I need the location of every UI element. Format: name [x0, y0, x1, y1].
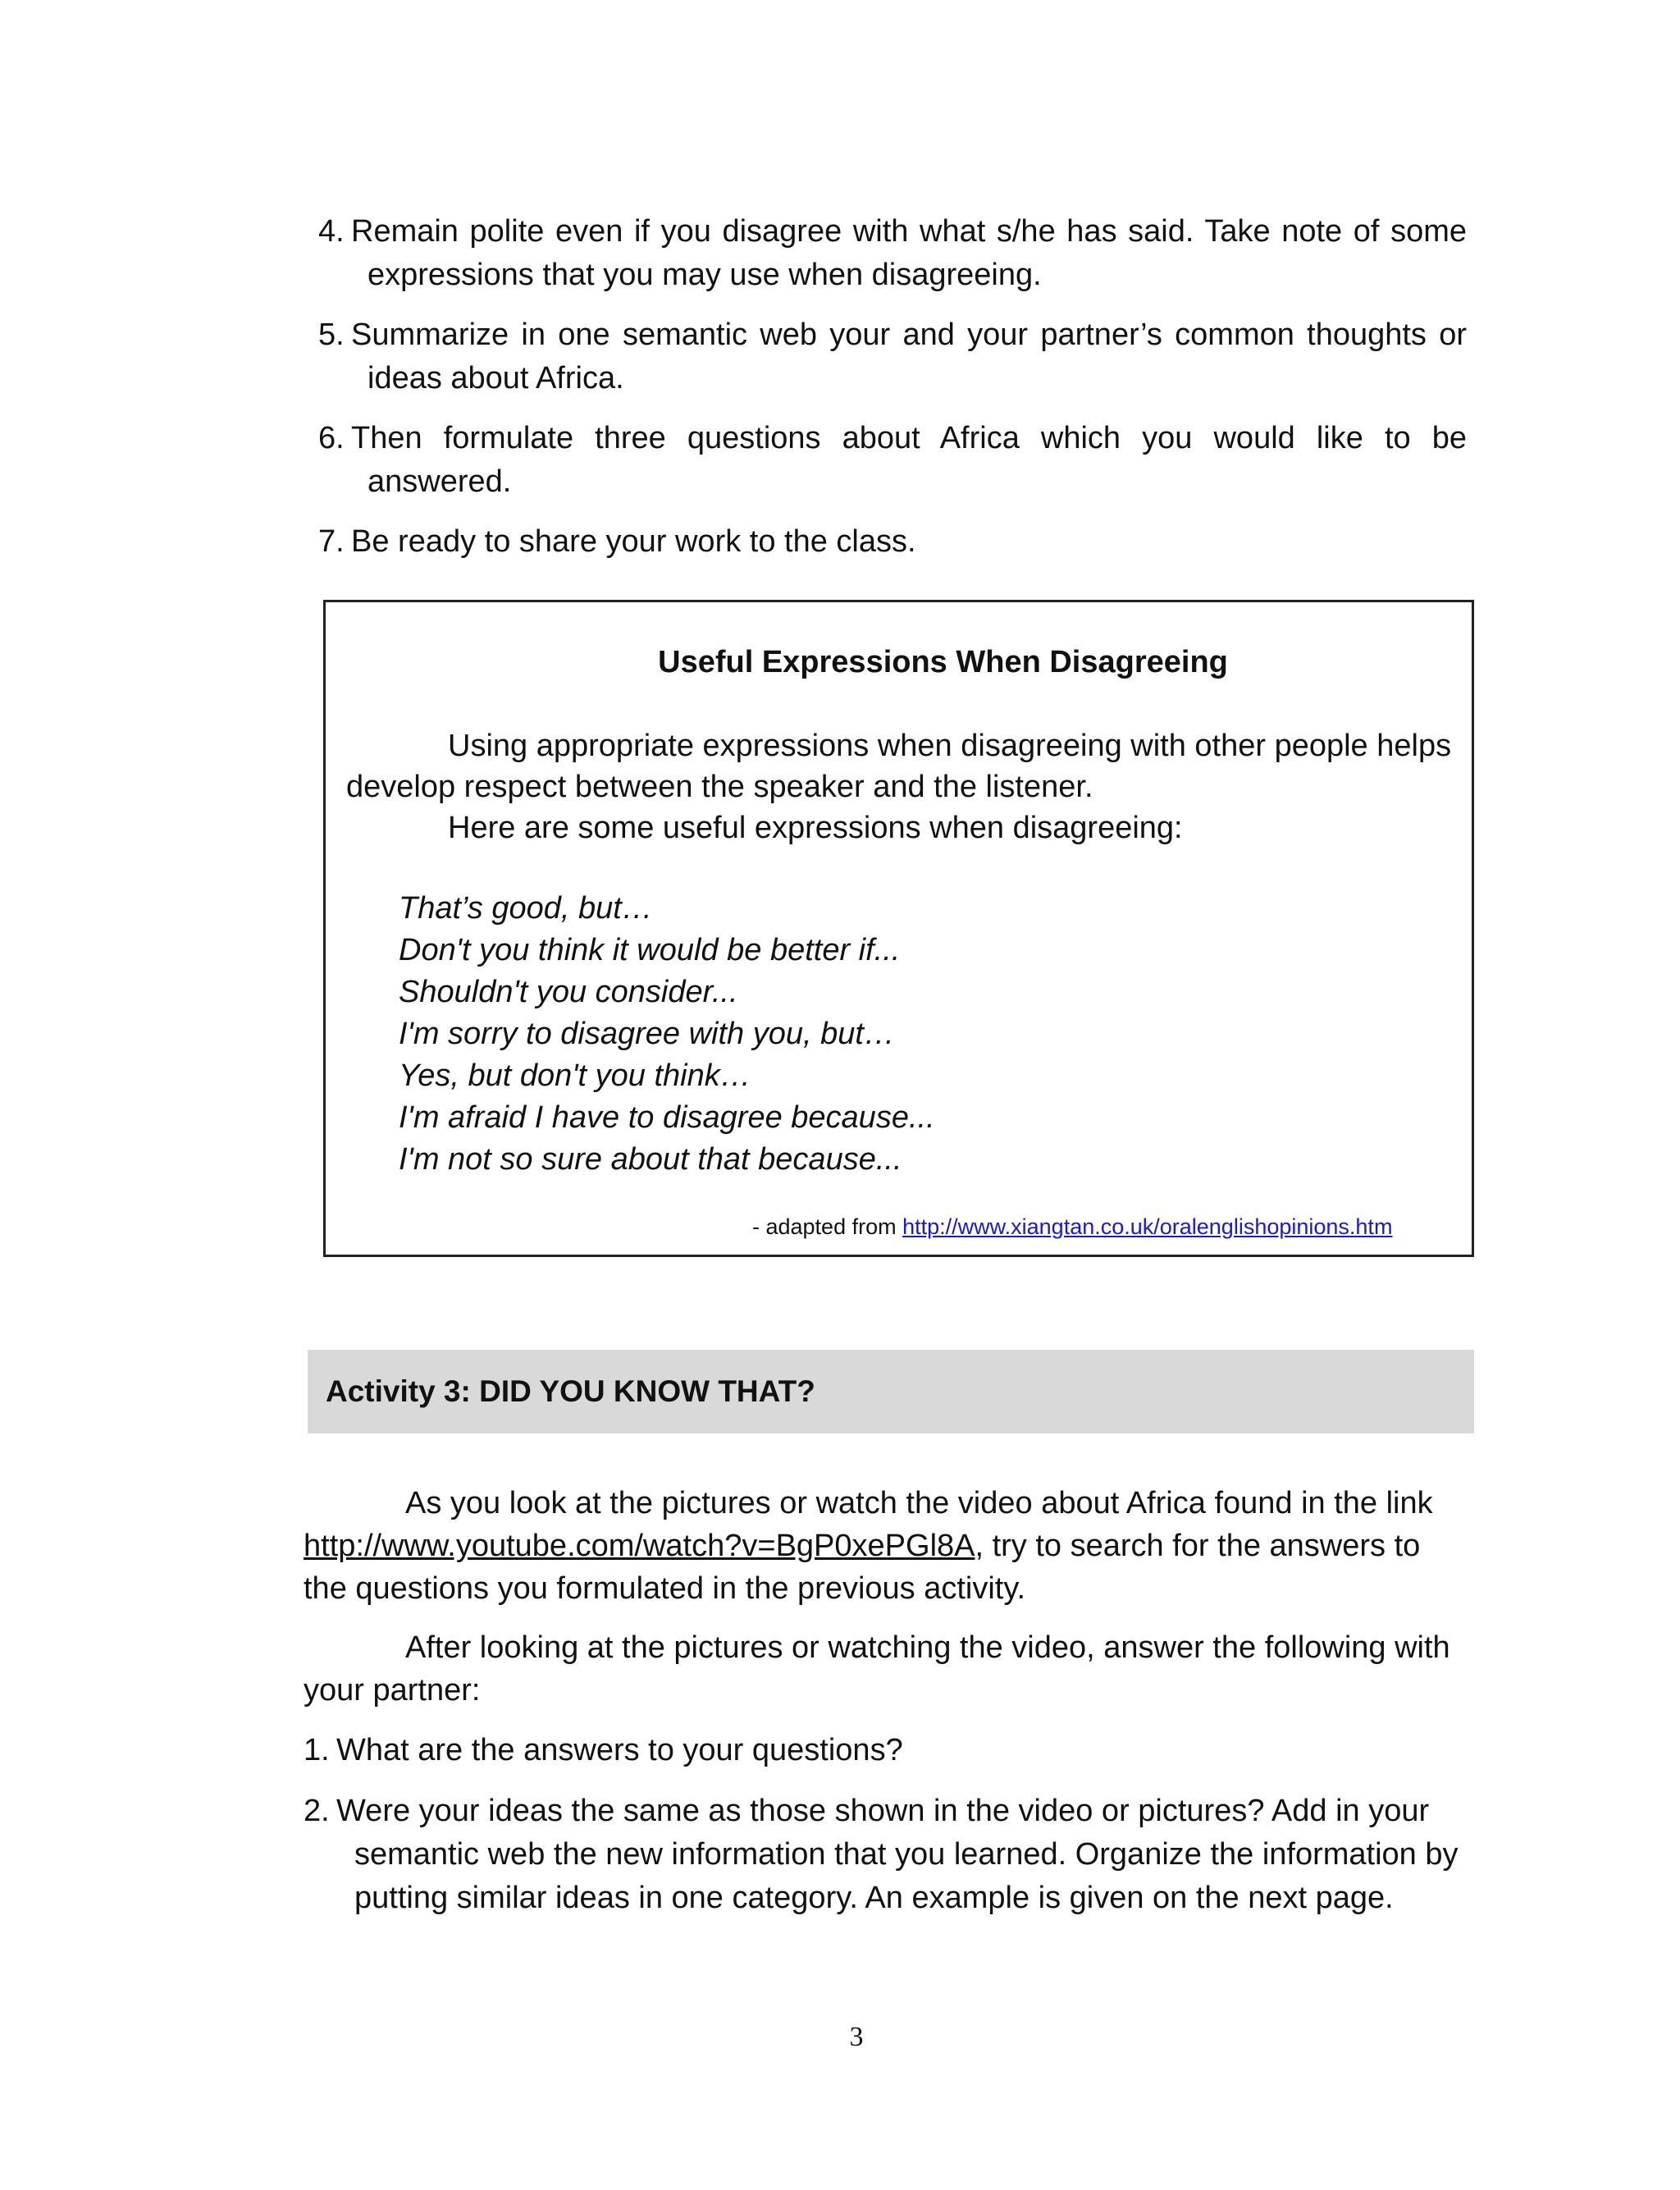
paragraph-text: As you look at the pictures or watch the video about Africa found in the link: [405, 1486, 1433, 1520]
list-item: [318, 417, 1467, 504]
list-item: [304, 1729, 1468, 1772]
box-intro-second: Here are some useful expressions when disagreeing:: [448, 811, 1183, 845]
paragraph-video-link: [304, 1482, 1460, 1610]
paragraph-text: After looking at the pictures or watching the video, answer the following with your partner:: [304, 1630, 1450, 1708]
paragraph-text: , try to search for the answers to the questions you formulated in the previous activity.: [304, 1529, 1421, 1606]
source-link[interactable]: http://www.xiangtan.co.uk/oralenglishopinions.htm: [902, 1214, 1393, 1239]
expression-item: I'm not so sure about that because...: [399, 1142, 902, 1177]
source-prefix: - adapted from: [752, 1214, 903, 1239]
list-item-text: Be ready to share your work to the class.: [351, 524, 916, 559]
list-item-number: 4.: [318, 214, 345, 249]
box-intro-text: Using appropriate expressions when disagreeing with other people helps develop respect between the speaker and the listener.: [346, 729, 1452, 804]
box-intro: [346, 725, 1454, 848]
list-item: [318, 210, 1467, 297]
paragraph-instructions: [304, 1626, 1460, 1712]
expression-item: I'm sorry to disagree with you, but…: [399, 1017, 895, 1051]
expressions-list: [399, 888, 935, 1181]
video-link[interactable]: http://www.youtube.com/watch?v=BgP0xePGl8A: [304, 1529, 975, 1563]
expression-item: Don't you think it would be better if...: [399, 933, 901, 967]
box-title: Useful Expressions When Disagreeing: [658, 645, 1228, 679]
list-item-text: Remain polite even if you disagree with what s/he has said. Take note of some expressions that you may use when disagreeing.: [351, 214, 1467, 292]
expression-item: Shouldn't you consider...: [399, 975, 738, 1009]
activity-title: Activity 3: DID YOU KNOW THAT?: [326, 1374, 815, 1408]
expression-item: I'm afraid I have to disagree because...: [399, 1100, 935, 1135]
list-item-number: 1.: [304, 1733, 330, 1767]
expression-item: That’s good, but…: [399, 891, 653, 926]
list-item: [318, 313, 1467, 400]
page-number: 3: [849, 2022, 864, 2052]
list-item-number: 2.: [304, 1794, 330, 1828]
list-item-text: What are the answers to your questions?: [336, 1733, 903, 1767]
questions-list: [304, 1729, 1468, 1937]
list-item: [318, 520, 1467, 564]
list-item-text: Then formulate three questions about Africa which you would like to be answered.: [351, 421, 1467, 499]
source-citation: [752, 1214, 1392, 1240]
instructions-list: [318, 210, 1467, 580]
list-item: [304, 1790, 1468, 1920]
list-item-text: Summarize in one semantic web your and your partner’s common thoughts or ideas about Africa.: [351, 318, 1467, 395]
activity-heading-bar: [308, 1350, 1474, 1433]
list-item-number: 5.: [318, 318, 345, 352]
list-item-text: Were your ideas the same as those shown in the video or pictures? Add in your semantic web the new information that you learned. Organize the information by putting similar ideas in one category. An example is given on the next page.: [336, 1794, 1459, 1915]
expression-item: Yes, but don't you think…: [399, 1058, 751, 1093]
useful-expressions-box: [323, 600, 1474, 1257]
list-item-number: 6.: [318, 421, 345, 455]
list-item-number: 7.: [318, 524, 345, 559]
